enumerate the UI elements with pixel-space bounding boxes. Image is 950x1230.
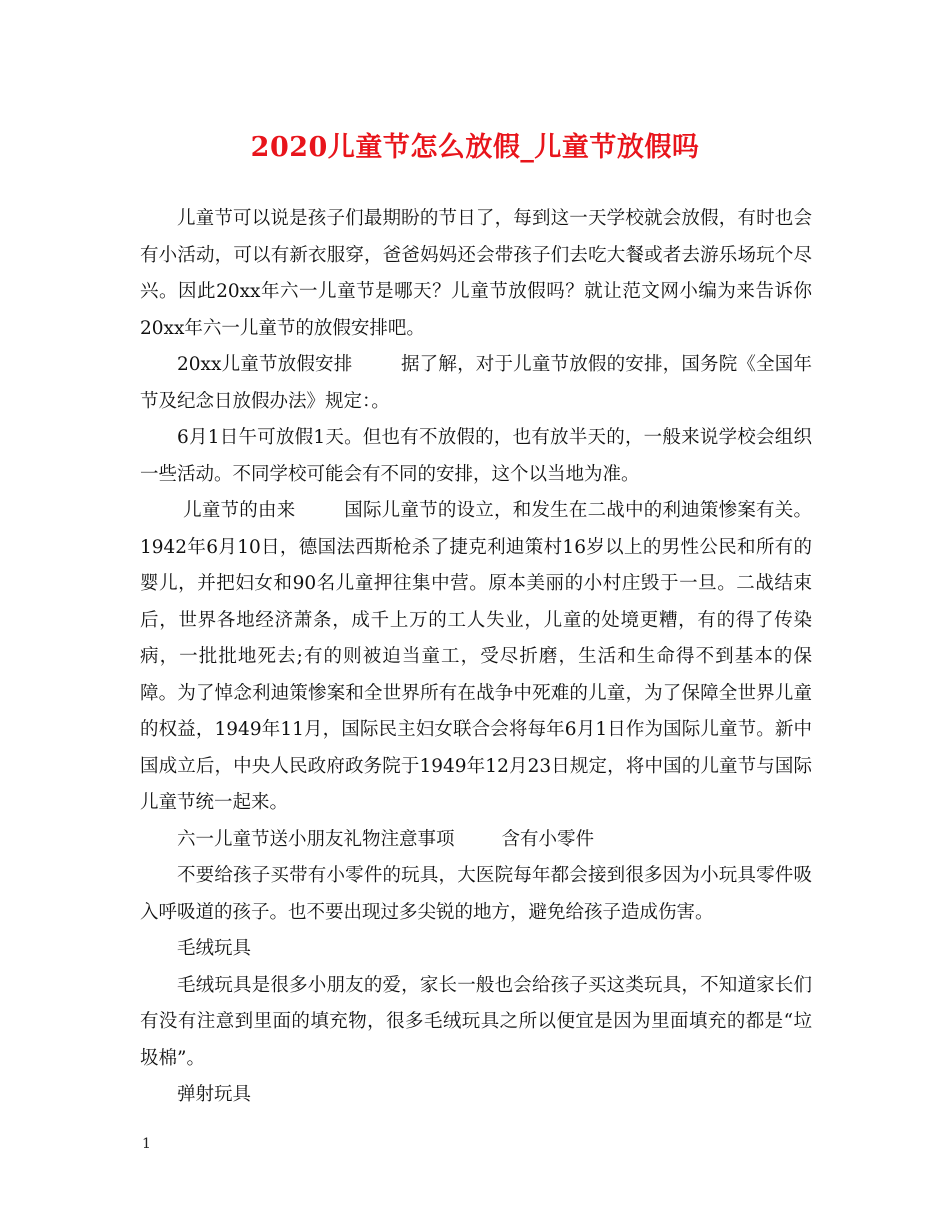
paragraph-small-parts: 不要给孩子买带有小零件的玩具，大医院每年都会接到很多因为小玩具零件吸入呼吸道的孩子。也不要出现过多尖锐的地方，避免给孩子造成伤害。 <box>140 865 812 923</box>
paragraph-projectile-heading: 弹射玩具 <box>177 1084 252 1105</box>
paragraph-holiday-detail: 6月1日午可放假1天。但也有不放假的，也有放半天的，一般来说学校会组织一些活动。不同学校可能会有不同的安排，这个以当地为准。 <box>140 427 812 485</box>
paragraph-gift-notes-heading: 六一儿童节送小朋友礼物注意事项 含有小零件 <box>177 828 595 850</box>
paragraph-holiday-arrangement: 20xx儿童节放假安排 据了解，对于儿童节放假的安排，国务院《全国年节及纪念日放假办法》规定：。 <box>140 354 812 412</box>
page-number: 1 <box>142 1136 151 1152</box>
document-body <box>140 201 812 1114</box>
paragraph-origin: 儿童节的由来 国际儿童节的设立，和发生在二战中的利迪策惨案有关。1942年6月10日，德国法西斯枪杀了捷克利迪策村16岁以上的男性公民和所有的婴儿，并把妇女和90名儿童押往集中营。原本美丽的小村庄毁于一旦。二战结束后，世界各地经济萧条，成千上万的工人失业，儿童的处境更糟，有的得了传染病，一批批地死去;有的则被迫当童工，受尽折磨，生活和生命得不到基本的保障。为了悼念利迪策惨案和全世界所有在战争中死难的儿童，为了保障全世界儿童的权益，1949年11月，国际民主妇女联合会将每年6月1日作为国际儿童节。新中国成立后，中央人民政府政务院于1949年12月23日规定，将中国的儿童节与国际儿童节统一起来。 <box>140 500 812 813</box>
paragraph-plush-detail: 毛绒玩具是很多小朋友的爱，家长一般也会给孩子买这类玩具，不知道家长们有没有注意到里面的填充物，很多毛绒玩具之所以便宜是因为里面填充的都是“垃圾棉”。 <box>140 974 812 1069</box>
document-title: 2020儿童节怎么放假_儿童节放假吗 <box>250 132 700 163</box>
paragraph-plush-heading: 毛绒玩具 <box>177 938 252 959</box>
paragraph-intro: 儿童节可以说是孩子们最期盼的节日了，每到这一天学校就会放假，有时也会有小活动，可以有新衣服穿，爸爸妈妈还会带孩子们去吃大餐或者去游乐场玩个尽兴。因此20xx年六一儿童节是哪天？儿童节放假吗？就让范文网小编为来告诉你20xx年六一儿童节的放假安排吧。 <box>140 208 812 339</box>
